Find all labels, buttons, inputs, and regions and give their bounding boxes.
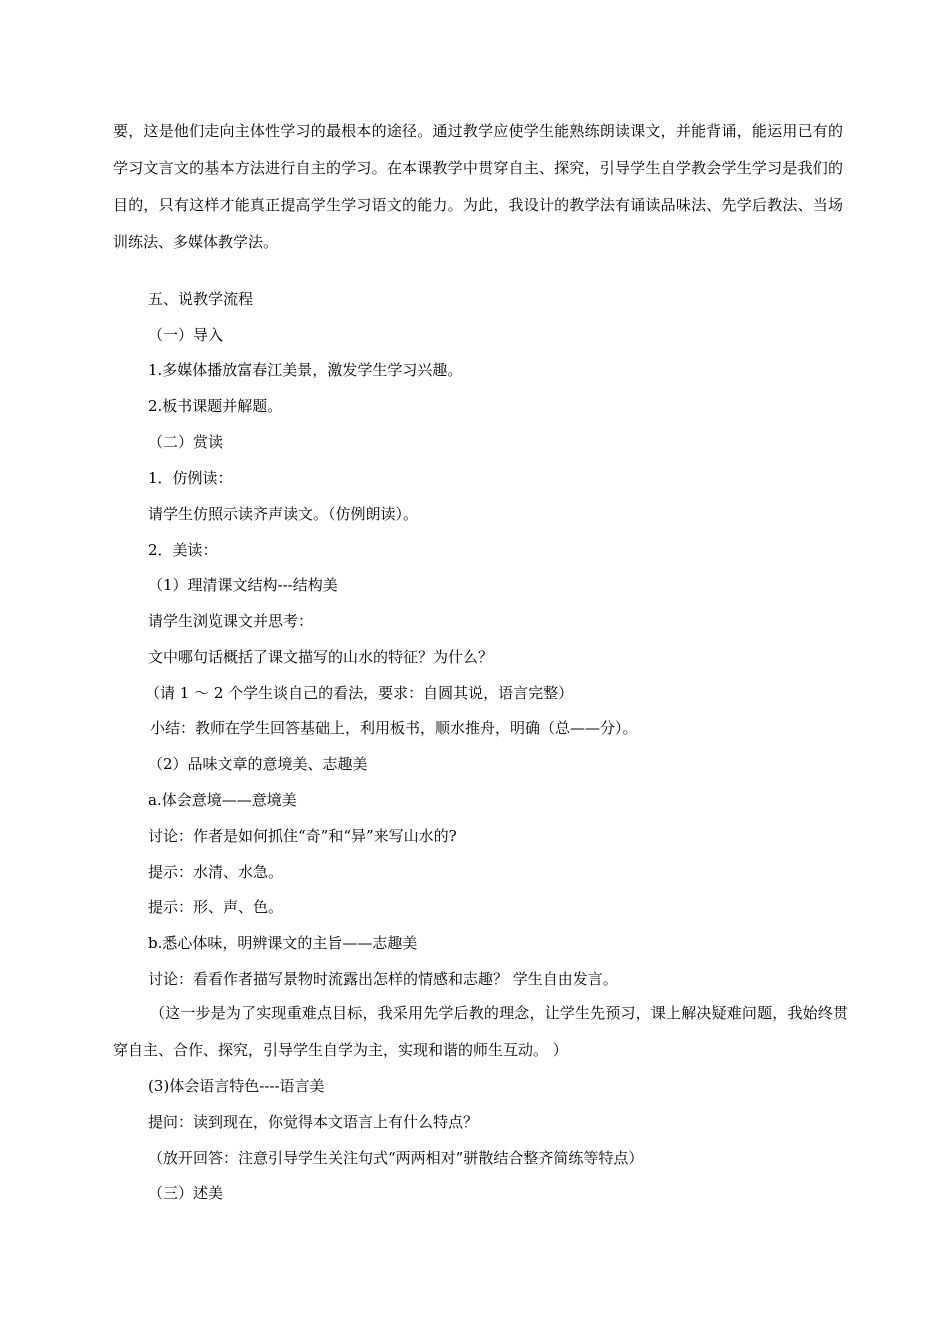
part-title-appreciation: （二）赏读 <box>148 433 224 451</box>
body-paragraph: （这一步是为了实现重难点目标，我采用先学后教的理念，让学生先预习，课上解决疑难问题，我始终贯穿自主、合作、探究，引导学生自学为主，实现和谐的师生互动。 ） <box>113 1004 848 1059</box>
part-title-introduction: （一）导入 <box>148 326 224 344</box>
subsection-title: （2）品味文章的意境美、志趣美 <box>148 755 368 773</box>
list-item: 2.板书课题并解题。 <box>148 397 283 415</box>
body-text: （请 1 ～ 2 个学生谈自己的看法，要求：自圆其说，语言完整） <box>145 684 574 702</box>
list-item: 2．美读： <box>148 541 218 559</box>
body-text: 提示：形、声、色。 <box>148 898 284 916</box>
list-item-description: 请学生仿照示读齐声读文。（仿例朗读）。 <box>148 505 419 523</box>
part-title: （三）述美 <box>148 1184 224 1202</box>
body-text: 文中哪句话概括了课文描写的山水的特征？为什么？ <box>148 648 494 666</box>
body-text: 讨论：看看作者描写景物时流露出怎样的情感和志趣？ 学生自由发言。 <box>148 970 618 988</box>
subsection-title: （1）理清课文结构---结构美 <box>148 576 338 594</box>
body-text: 请学生浏览课文并思考： <box>148 612 314 630</box>
body-text: 提问：读到现在，你觉得本文语言上有什么特点？ <box>148 1113 479 1131</box>
body-text: 讨论：作者是如何抓住“奇”和“异”来写山水的? <box>148 827 457 845</box>
section-title-teaching-process: 五、说教学流程 <box>148 290 254 308</box>
body-text: （放开回答：注意引导学生关注句式“两两相对”骈散结合整齐简练等特点） <box>148 1149 644 1167</box>
body-text: 小结：教师在学生回答基础上，利用板书，顺水推舟，明确（总——分）。 <box>150 719 638 737</box>
subsection-title: (3)体会语言特色----语言美 <box>148 1077 325 1095</box>
body-text: b.悉心体味，明辨课文的主旨——志趣美 <box>148 934 418 952</box>
list-item: 1.多媒体播放富春江美景，激发学生学习兴趣。 <box>148 361 463 379</box>
list-item: 1．仿例读： <box>148 469 233 487</box>
body-text: 提示：水清、水急。 <box>148 863 284 881</box>
body-text: a.体会意境——意境美 <box>148 791 297 809</box>
teaching-method-paragraph: 要，这是他们走向主体性学习的最根本的途径。通过教学应使学生能熟练朗读课文，并能背诵，能运用已有的学习文言文的基本方法进行自主的学习。在本课教学中贯穿自主、探究，引导学生自学教会学生学习是我们的目的，只有这样才能真正提高学生学习语文的能力。为此，我设计的教学法有诵读品味法、先学后教法、当场训练法、多媒体教学法。 <box>113 122 843 251</box>
